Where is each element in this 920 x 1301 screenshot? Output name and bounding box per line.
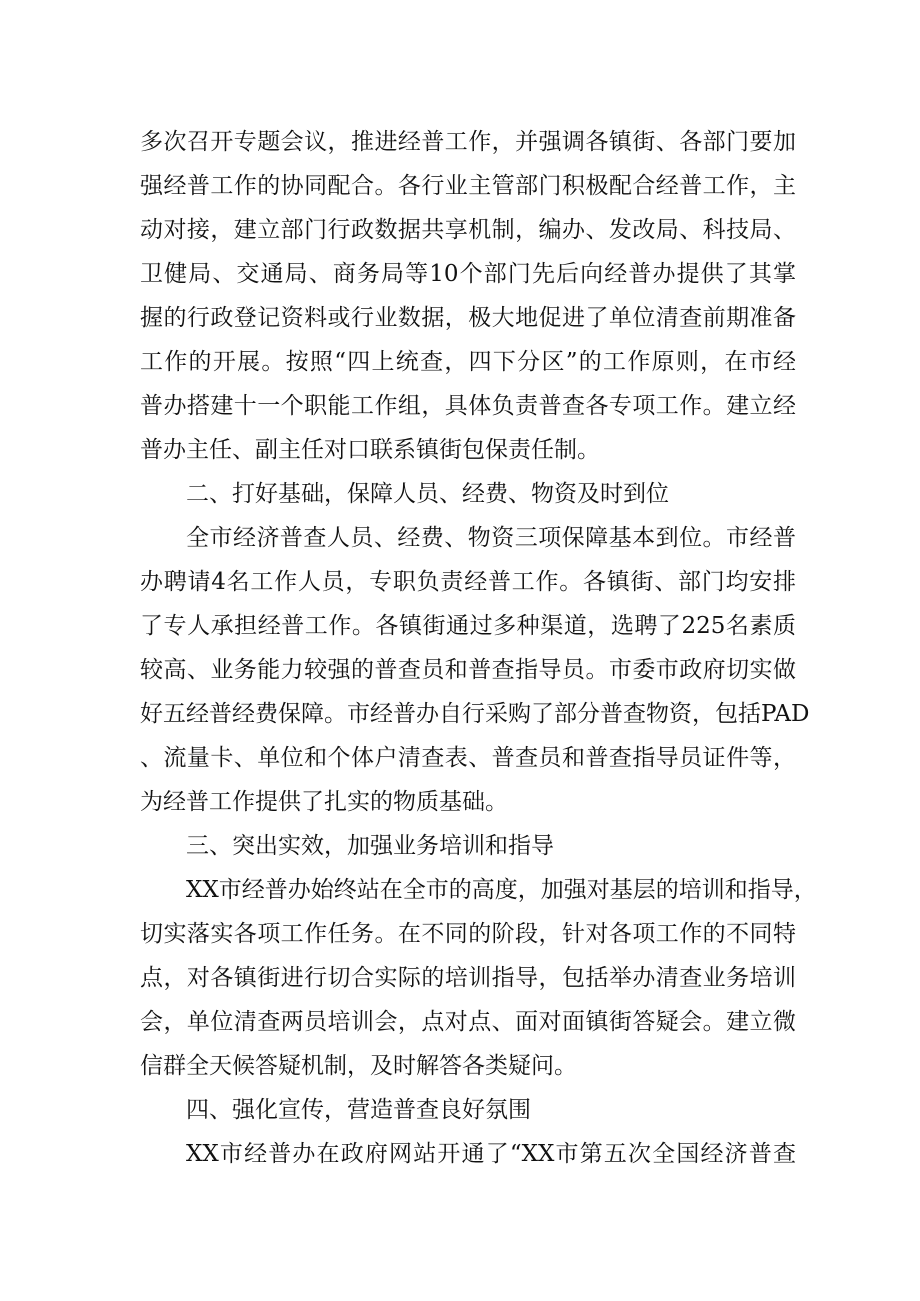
paragraph-line: 信群全天候答疑机制，及时解答各类疑问。 (140, 1053, 577, 1079)
paragraph-line: 多次召开专题会议，推进经普工作，并强调各镇街、各部门要加 (140, 129, 796, 155)
paragraph-line: XX市经普办在政府网站开通了“XX市第五次全国经济普查 (186, 1141, 796, 1167)
paragraph-line: 握的行政登记资料或行业数据，极大地促进了单位清查前期准备 (140, 305, 796, 331)
paragraph-line: 强经普工作的协同配合。各行业主管部门积极配合经普工作，主 (140, 173, 796, 199)
section-heading: 三、突出实效，加强业务培训和指导 (186, 833, 554, 859)
paragraph-line: 工作的开展。按照“四上统查，四下分区”的工作原则，在市经 (140, 349, 796, 375)
section-heading: 四、强化宣传，营造普查良好氛围 (186, 1097, 531, 1123)
paragraph-line: 为经普工作提供了扎实的物质基础。 (140, 789, 508, 815)
paragraph-line: 办聘请4名工作人员，专职负责经普工作。各镇街、部门均安排 (140, 569, 796, 595)
paragraph-line: XX市经普办始终站在全市的高度，加强对基层的培训和指导， (186, 877, 817, 903)
section-heading: 二、打好基础，保障人员、经费、物资及时到位 (186, 481, 669, 507)
paragraph-line: 普办搭建十一个职能工作组，具体负责普查各专项工作。建立经 (140, 393, 796, 419)
paragraph-line: 好五经普经费保障。市经普办自行采购了部分普查物资，包括PAD (140, 701, 810, 727)
paragraph-line: 动对接，建立部门行政数据共享机制，编办、发改局、科技局、 (140, 217, 796, 243)
paragraph-line: 会，单位清查两员培训会，点对点、面对面镇街答疑会。建立微 (140, 1009, 796, 1035)
paragraph-line: 点，对各镇街进行切合实际的培训指导，包括举办清查业务培训 (140, 965, 796, 991)
paragraph-line: 、流量卡、单位和个体户清查表、普查员和普查指导员证件等， (140, 745, 796, 771)
paragraph-line: 了专人承担经普工作。各镇街通过多种渠道，选聘了225名素质 (140, 613, 796, 639)
paragraph-line: 较高、业务能力较强的普查员和普查指导员。市委市政府切实做 (140, 657, 796, 683)
paragraph-line: 普办主任、副主任对口联系镇街包保责任制。 (140, 437, 600, 463)
paragraph-line: 全市经济普查人员、经费、物资三项保障基本到位。市经普 (186, 525, 796, 551)
paragraph-line: 卫健局、交通局、商务局等10个部门先后向经普办提供了其掌 (140, 261, 796, 287)
paragraph-line: 切实落实各项工作任务。在不同的阶段，针对各项工作的不同特 (140, 921, 796, 947)
